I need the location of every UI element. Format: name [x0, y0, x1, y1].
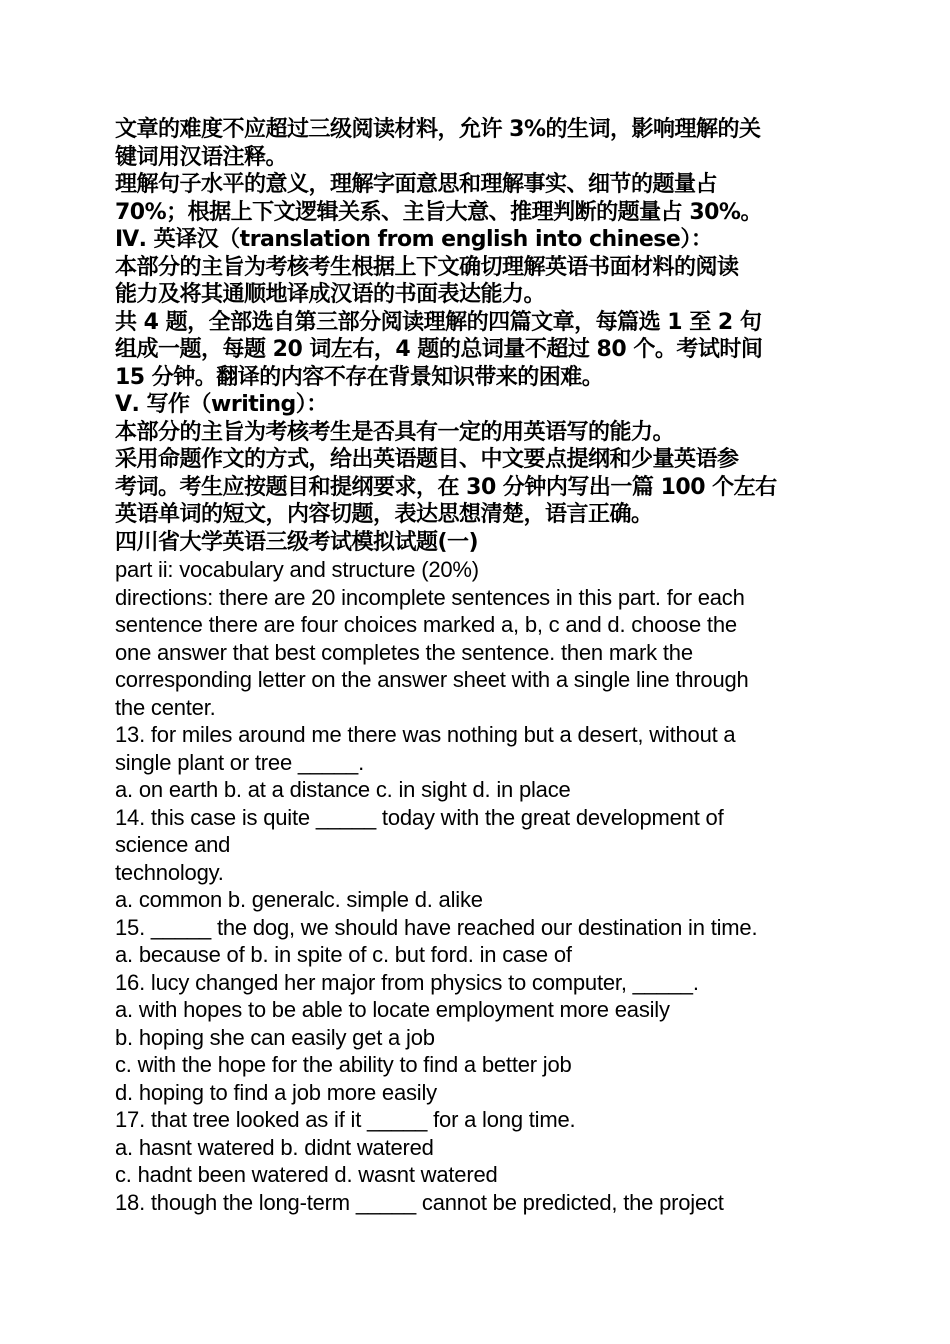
text-line: 文章的难度不应超过三级阅读材料，允许 3%的生词，影响理解的关 — [115, 117, 761, 142]
text-line: 共 4 题，全部选自第三部分阅读理解的四篇文章，每篇选 1 至 2 句 — [115, 309, 762, 335]
answer-option: a. with hopes to be able to locate employment more easily — [115, 997, 670, 1022]
question-line: 15. _____ the dog, we should have reached our destination in time. — [115, 914, 758, 940]
text-line: directions: there are 20 incomplete sentences in this part. for each — [115, 584, 745, 610]
document-body — [115, 116, 840, 1216]
answer-options: a. hasnt watered b. didnt watered — [115, 1134, 434, 1160]
question-line: 16. lucy changed her major from physics to computer, _____. — [115, 969, 699, 995]
text-line: 15 分钟。翻译的内容不存在背景知识带来的困难。 — [115, 364, 604, 390]
text-line: 能力及将其通顺地译成汉语的书面表达能力。 — [115, 282, 546, 307]
section-heading: Ⅳ. 英译汉（translation from english into chinese）： — [115, 227, 713, 252]
question-line: single plant or tree _____. — [115, 749, 364, 775]
text-line: 英语单词的短文，内容切题，表达思想清楚，语言正确。 — [115, 502, 653, 527]
text-line: 本部分的主旨为考核考生根据上下文确切理解英语书面材料的阅读 — [115, 254, 739, 280]
question-line: science and — [115, 832, 231, 857]
text-line: 组成一题，每题 20 词左右，4 题的总词量不超过 80 个。考试时间 — [115, 337, 763, 362]
answer-option: b. hoping she can easily get a job — [115, 1024, 435, 1050]
text-line: corresponding letter on the answer sheet with a single line through — [115, 667, 749, 692]
section-heading: Ⅴ. 写作（writing）： — [115, 392, 328, 417]
text-line: one answer that best completes the sentence. then mark the — [115, 639, 693, 665]
text-line: 70%；根据上下文逻辑关系、主旨大意、推理判断的题量占 30%。 — [115, 199, 762, 225]
text-line: 键词用汉语注释。 — [115, 144, 288, 170]
text-line: 本部分的主旨为考核考生是否具有一定的用英语写的能力。 — [115, 419, 675, 445]
answer-options: a. on earth b. at a distance c. in sight d. in place — [115, 777, 571, 802]
question-line: technology. — [115, 859, 224, 885]
part-heading: part ii: vocabulary and structure (20%) — [115, 557, 479, 582]
question-line: 14. this case is quite _____ today with the great development of — [115, 804, 724, 830]
answer-options: a. because of b. in spite of c. but ford. in case of — [115, 942, 572, 967]
question-line: 13. for miles around me there was nothing but a desert, without a — [115, 722, 736, 747]
text-line: the center. — [115, 694, 216, 720]
text-line: sentence there are four choices marked a, b, c and d. choose the — [115, 612, 737, 637]
answer-options: a. common b. generalc. simple d. alike — [115, 887, 483, 912]
answer-options: c. hadnt been watered d. wasnt watered — [115, 1162, 498, 1187]
text-line: 考词。考生应按题目和提纲要求，在 30 分钟内写出一篇 100 个左右 — [115, 474, 777, 500]
text-line: 采用命题作文的方式，给出英语题目、中文要点提纲和少量英语参 — [115, 447, 739, 472]
question-line: 18. though the long-term _____ cannot be predicted, the project — [115, 1189, 724, 1215]
answer-option: d. hoping to find a job more easily — [115, 1079, 437, 1105]
exam-title: 四川省大学英语三级考试模拟试题(一) — [115, 529, 479, 555]
question-line: 17. that tree looked as if it _____ for a long time. — [115, 1107, 576, 1132]
text-line: 理解句子水平的意义，理解字面意思和理解事实、细节的题量占 — [115, 172, 718, 197]
answer-option: c. with the hope for the ability to find a better job — [115, 1052, 572, 1077]
